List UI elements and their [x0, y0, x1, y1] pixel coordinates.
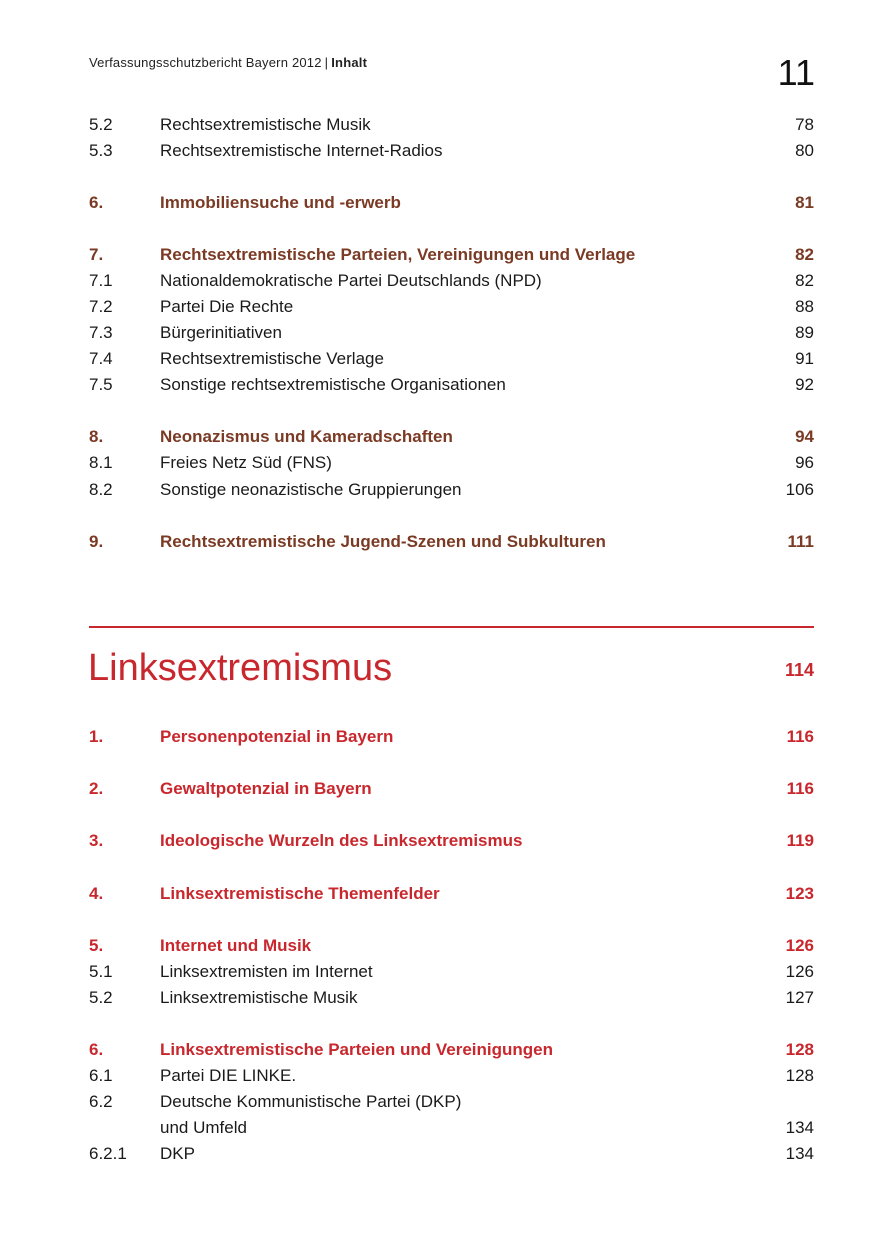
toc-number: 7.4: [89, 349, 113, 368]
running-header: [89, 55, 367, 70]
toc-number: 3.: [89, 831, 104, 850]
toc-number: 5.2: [89, 988, 113, 1007]
toc-number: 1.: [89, 727, 104, 746]
toc-section-entry[interactable]: [0, 243, 875, 267]
toc-entry[interactable]: [0, 347, 875, 371]
chapter-title[interactable]: Linksextremismus: [88, 647, 393, 689]
toc-title: Nationaldemokratische Partei Deutschlands (NPD): [160, 271, 542, 290]
toc-title: Personenpotenzial in Bayern: [160, 727, 394, 746]
toc-title: Freies Netz Süd (FNS): [160, 453, 332, 472]
toc-title: Sonstige neonazistische Gruppierungen: [160, 480, 462, 499]
toc-number: 8.: [89, 427, 104, 446]
toc-page: 92: [795, 375, 814, 394]
toc-number: 6.: [89, 1040, 104, 1059]
toc-section-entry[interactable]: [0, 934, 875, 958]
toc-title: und Umfeld: [160, 1118, 247, 1137]
toc-number: 6.: [89, 193, 104, 212]
toc-number: 5.2: [89, 115, 113, 134]
toc-page: 128: [785, 1066, 814, 1085]
toc-entry[interactable]: [0, 113, 875, 137]
toc-title: Internet und Musik: [160, 936, 312, 955]
toc-title: Partei DIE LINKE.: [160, 1066, 297, 1085]
toc-entry[interactable]: [0, 451, 875, 475]
toc-entry[interactable]: [0, 478, 875, 502]
toc-page: 91: [795, 349, 814, 368]
toc-page: 89: [795, 323, 814, 342]
toc-number: 7.3: [89, 323, 113, 342]
toc-page: 134: [785, 1118, 814, 1137]
toc-section-entry[interactable]: [0, 191, 875, 215]
header-separator: |: [324, 55, 329, 70]
toc-number: 7.1: [89, 271, 113, 290]
toc-title: Gewaltpotenzial in Bayern: [160, 779, 372, 798]
toc-title: DKP: [160, 1144, 195, 1163]
toc-page: 82: [795, 245, 814, 264]
toc-page: 116: [786, 779, 814, 798]
toc-number: 2.: [89, 779, 104, 798]
toc-entry[interactable]: [0, 960, 875, 984]
page-number: 11: [777, 52, 815, 93]
toc-page: 111: [787, 532, 814, 551]
toc-page: 126: [785, 962, 814, 981]
toc-title: Bürgerinitiativen: [160, 323, 282, 342]
toc-page: 94: [795, 427, 814, 446]
toc-page: 128: [785, 1040, 814, 1059]
toc-title: Linksextremisten im Internet: [160, 962, 373, 981]
toc-number: 5.3: [89, 141, 113, 160]
toc-entry[interactable]: [0, 321, 875, 345]
toc-page: 82: [795, 271, 814, 290]
toc-title: Neonazismus und Kameradschaften: [160, 427, 453, 446]
toc-section-entry[interactable]: [0, 882, 875, 906]
toc-page: 116: [786, 727, 814, 746]
toc-title: Linksextremistische Parteien und Vereinigungen: [160, 1040, 554, 1059]
toc-title: Linksextremistische Musik: [160, 988, 358, 1007]
toc-number: 7.: [89, 245, 104, 264]
toc-page: 81: [795, 193, 814, 212]
toc-title: Rechtsextremistische Verlage: [160, 349, 384, 368]
toc-entry[interactable]: [0, 986, 875, 1010]
toc-page: 126: [785, 936, 814, 955]
toc-page: 106: [785, 480, 814, 499]
toc-number: 7.5: [89, 375, 113, 394]
toc-entry[interactable]: [0, 1090, 875, 1114]
toc-title: Deutsche Kommunistische Partei (DKP): [160, 1092, 462, 1111]
toc-number: 8.1: [89, 453, 113, 472]
toc-title: Immobiliensuche und -erwerb: [160, 193, 401, 212]
toc-number: 9.: [89, 532, 104, 551]
toc-section-entry[interactable]: [0, 725, 875, 749]
toc-entry[interactable]: [0, 139, 875, 163]
toc-section-entry[interactable]: [0, 777, 875, 801]
toc-title: Sonstige rechtsextremistische Organisationen: [160, 375, 506, 394]
toc-title: Rechtsextremistische Internet-Radios: [160, 141, 443, 160]
toc-section-entry[interactable]: [0, 829, 875, 853]
toc-entry[interactable]: [0, 1142, 875, 1166]
toc-title: Rechtsextremistische Parteien, Vereinigungen und Verlage: [160, 245, 636, 264]
toc-number: 7.2: [89, 297, 113, 316]
toc-section-entry[interactable]: [0, 530, 875, 554]
toc-entry[interactable]: [0, 373, 875, 397]
toc-page: 119: [786, 831, 814, 850]
toc-number: 6.2.1: [89, 1144, 127, 1163]
toc-section-entry[interactable]: [0, 425, 875, 449]
toc-number: 8.2: [89, 480, 113, 499]
toc-section-entry[interactable]: [0, 1038, 875, 1062]
toc-page: 78: [795, 115, 814, 134]
toc-page: 88: [795, 297, 814, 316]
toc-number: 4.: [89, 884, 104, 903]
toc-page: 123: [785, 884, 814, 903]
toc-title: Partei Die Rechte: [160, 297, 294, 316]
toc-page: 80: [795, 141, 814, 160]
toc-title: Rechtsextremistische Jugend-Szenen und Subkulturen: [160, 532, 606, 551]
toc-number: 6.2: [89, 1092, 113, 1111]
toc-entry[interactable]: [0, 295, 875, 319]
toc-entry[interactable]: [0, 269, 875, 293]
toc-page: 96: [795, 453, 814, 472]
toc-page: 127: [785, 988, 814, 1007]
toc-number: 5.: [89, 936, 104, 955]
toc-entry[interactable]: [0, 1064, 875, 1088]
toc-page: 134: [785, 1144, 814, 1163]
toc-number: 5.1: [89, 962, 113, 981]
chapter-divider: [89, 626, 814, 628]
toc-title: Rechtsextremistische Musik: [160, 115, 371, 134]
chapter-page-number: 114: [784, 660, 814, 680]
toc-number: 6.1: [89, 1066, 113, 1085]
report-title: Verfassungsschutzbericht Bayern 2012: [89, 55, 322, 70]
toc-entry-continuation[interactable]: [0, 1116, 875, 1140]
section-name: Inhalt: [331, 55, 368, 70]
toc-title: Linksextremistische Themenfelder: [160, 884, 440, 903]
toc-title: Ideologische Wurzeln des Linksextremismus: [160, 831, 523, 850]
